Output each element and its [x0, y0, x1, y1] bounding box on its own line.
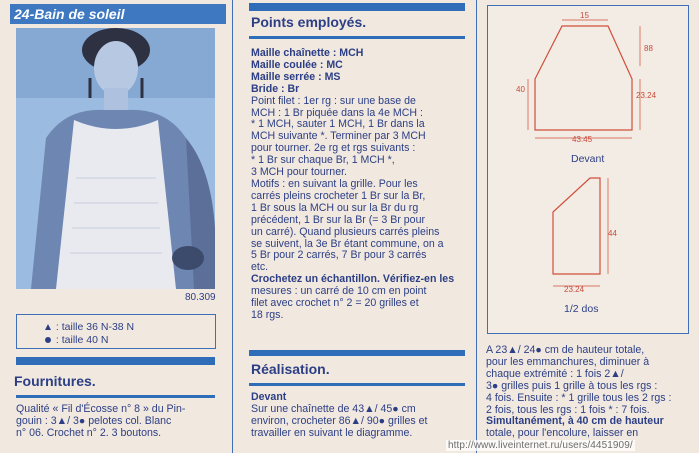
text-line: etc.: [251, 261, 269, 274]
sizes-box: [16, 314, 216, 349]
middle-rule-bar: [249, 383, 465, 386]
text-line: mesures : un carré de 10 cm en point: [251, 285, 427, 298]
text-line: Maille coulée : MC: [251, 58, 343, 71]
text-line: * 1 Br sur chaque Br, 1 MCH *,: [251, 154, 395, 167]
left-rule-bar: [16, 395, 215, 398]
size-row: [43, 334, 108, 346]
text-line: chaque extrémité : 1 fois 2▲/: [486, 367, 624, 380]
text-line: environ, crocheter 86▲/ 90● grilles et: [251, 414, 428, 427]
section-title-fournitures: Fournitures.: [14, 373, 96, 389]
size-text: : taille 40 N: [55, 334, 109, 346]
middle-rule-bar: [249, 36, 465, 39]
model-photo: [16, 28, 215, 289]
text-line: n° 06. Crochet n° 2. 3 boutons.: [16, 426, 162, 439]
devant-caption: Devant: [571, 153, 605, 165]
text-line: pour tourner. 2e rg et rgs suivants :: [251, 142, 416, 155]
dot-marker-icon: [45, 337, 51, 343]
text-line: Motifs : en suivant la grille. Pour les: [251, 177, 418, 190]
size-text: : taille 36 N-38 N: [55, 321, 135, 333]
section-title-points: Points employés.: [251, 14, 367, 30]
devant-right-bottom-dim: 23.24: [636, 91, 657, 100]
text-line: MCH suivante *. Terminer par 3 MCH: [251, 130, 426, 143]
text-line: pour les emmanchures, diminuer à: [486, 355, 650, 368]
dos-caption: 1/2 dos: [564, 303, 599, 315]
dos-outline: [553, 178, 600, 274]
left-rule-bar: [16, 357, 215, 365]
text-line: 1 Br sous la MCH ou sur la Br du rg: [251, 201, 419, 214]
text-line: totale, pour l'encolure, laisser en: [486, 427, 639, 440]
text-line: 3● grilles puis 1 grille à tous les rgs :: [486, 379, 658, 392]
fournitures-text: [16, 404, 185, 440]
text-line: 3 MCH pour tourner.: [251, 166, 347, 179]
text-line: Point filet : 1er rg : sur une base de: [251, 94, 416, 107]
text-line: précédent, 1 Br sur la Br (= 3 Br pour: [251, 213, 425, 226]
column-divider: [476, 0, 477, 453]
schematic-panel: [487, 5, 689, 334]
text-line: 4 fois. Ensuite : * 1 grille tous les 2 rgs :: [486, 391, 672, 404]
devant-text: [251, 392, 427, 440]
text-line: Crochetez un échantillon. Vérifiez-en les: [251, 273, 455, 286]
text-line: se suivent, la 3e Br étant commune, on a: [251, 237, 444, 250]
devant-top-dim: 15: [580, 11, 589, 20]
column-divider: [232, 0, 233, 453]
text-line: Maille serrée : MS: [251, 70, 341, 83]
watermark: http://www.liveinternet.ru/users/4451909/: [448, 440, 633, 451]
photo-reference: 80.309: [185, 292, 216, 303]
text-line: Maille chaînette : MCH: [251, 47, 364, 59]
devant-left-dim: 40: [516, 85, 525, 94]
devant-outline: [535, 26, 632, 130]
middle-rule-bar: [249, 350, 465, 356]
text-line: * 1 MCH, sauter 1 MCH, 1 Br dans la: [251, 118, 425, 131]
text-line: A 23▲/ 24● cm de hauteur totale,: [486, 344, 645, 356]
dos-bottom-dim: 23.24: [564, 285, 585, 294]
triangle-marker-icon: [45, 324, 51, 330]
text-line: Bride : Br: [251, 82, 300, 95]
text-line: 2 fois, tous les rgs : 1 fois * : 7 fois.: [486, 403, 650, 416]
section-title-bain-de-soleil: [10, 4, 226, 24]
text-line: gouin : 3▲/ 3● pelotes col. Blanc: [16, 414, 172, 427]
text-line: MCH : 1 Br piquée dans la 4e MCH :: [251, 106, 423, 119]
text-line: carrés pleins crocheter 1 Br sur la Br,: [251, 189, 426, 202]
dos-right-dim: 44: [608, 229, 617, 238]
devant-bottom-dim: 43.45: [572, 135, 593, 144]
devant-heading: Devant: [251, 391, 287, 403]
points-text: [251, 48, 454, 322]
text-line: Qualité « Fil d'Écosse n° 8 » du Pin-: [16, 403, 186, 415]
text-line: 5 Br pour 2 carrés, 7 Br pour 3 carrés: [251, 249, 427, 262]
text-line: 18 rgs.: [251, 308, 284, 321]
section-title-realisation: Réalisation.: [251, 361, 330, 377]
text-line: Simultanément, à 40 cm de hauteur: [486, 415, 664, 428]
right-instructions-text: [486, 345, 671, 440]
text-line: filet avec crochet n° 2 = 20 grilles et: [251, 297, 419, 310]
schematic-diagram: [488, 6, 688, 333]
text-line: un carré). Quand plusieurs carrés pleins: [251, 225, 440, 238]
text-line: travailler en suivant le diagramme.: [251, 426, 413, 439]
title-text: 24-Bain de soleil: [14, 6, 125, 22]
devant-right-top-dim: 88: [644, 44, 653, 53]
middle-rule-bar: [249, 3, 465, 11]
text-line: Sur une chaînette de 43▲/ 45● cm: [251, 402, 416, 415]
model-photo-illustration: [16, 28, 215, 289]
size-row: [43, 321, 134, 333]
